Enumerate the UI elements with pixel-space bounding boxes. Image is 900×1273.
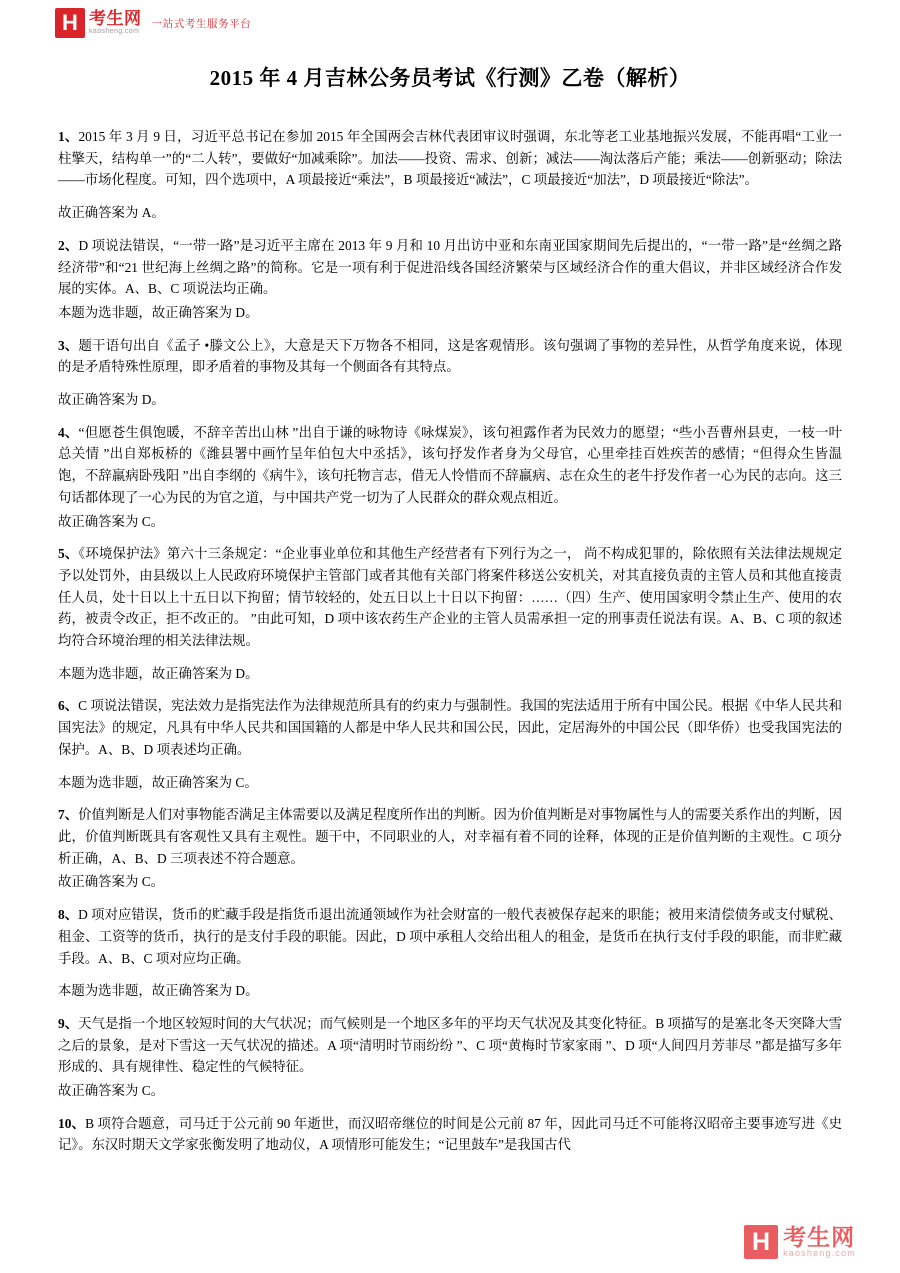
paragraph-q5-answer [58, 663, 842, 685]
paragraph-text: 故正确答案为 D。 [58, 392, 165, 408]
paragraph-q10-analysis [58, 1113, 842, 1156]
question-number: 9、 [58, 1015, 79, 1031]
site-header [0, 0, 900, 46]
paragraph-q2-analysis [58, 235, 842, 300]
question-number: 5、 [58, 546, 79, 562]
question-number: 4、 [58, 424, 79, 440]
paragraph-q3-answer [58, 389, 842, 411]
paragraph-q6-answer [58, 772, 842, 794]
paragraph-text: C 项说法错误，宪法效力是指宪法作为法律规范所具有的约束力与强制性。我国的宪法适用于所有中国公民。根据《中华人民共和国宪法》的规定，凡具有中华人民共和国国籍的人都是中华人民共和国公民，因此，定居海外的中国公民（即华侨）也受我国宪法的保护。A、B、D 项表述均正确。 [58, 698, 842, 757]
paragraph-q3-analysis [58, 335, 842, 378]
watermark-text-block [783, 1225, 856, 1259]
paragraph-q4-answer [58, 511, 842, 533]
logo-text-block [89, 10, 142, 35]
paragraph-text: 天气是指一个地区较短时间的大气状况；而气候则是一个地区多年的平均天气状况及其变化特征。B 项描写的是塞北冬天突降大雪之后的景象，是对下雪这一天气状况的描述。A 项“清明时节雨纷纷 ”、C 项“黄梅时节家家雨 ”、D 项“人间四月芳菲尽 ”都是描写多年形成的、具有规律性、稳定性的气候特征。 [58, 1015, 842, 1075]
paragraph-text: “但愿苍生俱饱暖，不辞辛苦出山林 ”出自于谦的咏物诗《咏煤炭》，该句袒露作者为民效力的愿望；“些小吾曹州县吏，一枝一叶总关情 ”出自郑板桥的《潍县署中画竹呈年伯包大中丞括》，该句抒发作者身为父母官，心里牵挂百姓疾苦的感情；“但得众生皆温饱，不辞羸病卧残阳 ”出自李纲的《病牛》，该句托物言志，借无人怜惜而不辞羸病、志在众生的老牛抒发作者一心为民的志向。这三句话都体现了一心为民的为官之道，与中国共产党一切为了人民群众的群众观点相近。 [58, 424, 842, 505]
paragraph-q1-answer [58, 202, 842, 224]
paragraph-q6-analysis [58, 695, 842, 760]
paragraph-q4-analysis [58, 422, 842, 509]
paragraph-text: 价值判断是人们对事物能否满足主体需要以及满足程度所作出的判断。因为价值判断是对事物属性与人的需要关系作出的判断，因此，价值判断既具有客观性又具有主观性。题干中，不同职业的人，对幸福有着不同的诠释，体现的正是价值判断的主观性。C 项分析正确，A、B、D 三项表述不符合题意。 [58, 807, 842, 866]
watermark-mark-icon: H [744, 1225, 778, 1259]
paragraph-text: 题干语句出自《孟子 •滕文公上》，大意是天下万物各不相同，这是客观情形。该句强调了事物的差异性，从哲学角度来说，体现的是矛盾特殊性原理，即矛盾着的事物及其每一个侧面各有其特点。 [58, 337, 842, 375]
paragraph-q1-analysis [58, 126, 842, 191]
question-number: 2、 [58, 237, 79, 253]
logo-domain: kaosheng.com [89, 28, 140, 36]
paragraph-text: 故正确答案为 C。 [58, 513, 165, 529]
paragraph-text: 本题为选非题，故正确答案为 D。 [58, 304, 259, 320]
paragraph-q2-answer [58, 302, 842, 324]
question-number: 6、 [58, 698, 79, 714]
paragraph-text: 《环境保护法》第六十三条规定：“企业事业单位和其他生产经营者有下列行为之一， 尚不构成犯罪的，除依照有关法律法规规定予以处罚外，由县级以上人民政府环境保护主管部门或者其他有关部门将案件移送公安机关，对其直接负责的主管人员和其他直接责任人员，处十日以上十五日以下拘留；情节较轻的，处五日以上十日以下拘留：……（四）生产、使用国家明令禁止生产、使用的农药，被责令改正，拒不改正的。 ”由此可知，D 项中该农药生产企业的主管人员需承担一定的刑事责任说法有误。A、B、C 项的叙述均符合环境治理的相关法律法规。 [58, 546, 842, 649]
question-number: 1、 [58, 129, 79, 144]
logo-mark-icon: H [55, 8, 85, 38]
page-title: 2015 年 4 月吉林公务员考试《行测》乙卷（解析） [209, 66, 691, 90]
paragraph-q7-analysis [58, 804, 842, 869]
question-number: 7、 [58, 807, 79, 823]
paragraph-text: D 项说法错误，“一带一路”是习近平主席在 2013 年 9 月和 10 月出访中亚和东南亚国家期间先后提出的，“一带一路”是“丝绸之路经济带”和“21 世纪海上丝绸之路”的简称。它是一项有利于促进沿线各国经济繁荣与区域经济合作的重大倡议，并非区域经济合作发展的实体。A、B、C 项说法均正确。 [58, 237, 842, 297]
site-logo[interactable] [55, 8, 900, 38]
paragraph-text: 本题为选非题，故正确答案为 D。 [58, 665, 259, 681]
paragraph-q8-answer [58, 980, 842, 1002]
watermark-logo [744, 1225, 856, 1259]
question-number: 3、 [58, 337, 79, 353]
paragraph-text: 2015 年 3 月 9 日，习近平总书记在参加 2015 年全国两会吉林代表团审议时强调，东北等老工业基地振兴发展，不能再唱“工业一柱擎天，结构单一”的“二人转”，要做好“加减乘除”。加法——投资、需求、创新；减法——淘汰落后产能；乘法——创新驱动；除法——市场化程度。可知，四个选项中，A 项最接近“乘法”，B 项最接近“减法”，C 项最接近“加法”，D 项最接近“除法”。 [58, 129, 842, 188]
paragraph-q5-analysis [58, 543, 842, 652]
logo-name: 考生网 [89, 9, 142, 29]
watermark-domain: kaosheng.com [783, 1248, 856, 1259]
paragraph-q7-answer [58, 871, 842, 893]
paragraph-text: 本题为选非题，故正确答案为 D。 [58, 983, 259, 999]
paragraph-q9-answer [58, 1080, 842, 1102]
watermark-name: 考生网 [783, 1224, 856, 1251]
paragraph-text: B 项符合题意，司马迁于公元前 90 年逝世，而汉昭帝继位的时间是公元前 87 年，因此司马迁不可能将汉昭帝主要事迹写进《史记》。东汉时期天文学家张衡发明了地动仪，A 项情形可能发生；“记里鼓车”是我国古代 [58, 1115, 842, 1153]
question-number: 10、 [58, 1115, 86, 1131]
logo-slogan: 一站式考生服务平台 [151, 17, 252, 30]
paragraph-text: 故正确答案为 A。 [58, 205, 165, 221]
paragraph-q9-analysis [58, 1013, 842, 1078]
question-number: 8、 [58, 907, 79, 923]
paragraph-text: 本题为选非题，故正确答案为 C。 [58, 774, 258, 790]
paragraph-text: 故正确答案为 C。 [58, 1083, 165, 1099]
paragraph-q8-analysis [58, 904, 842, 969]
paragraph-text: D 项对应错误，货币的贮藏手段是指货币退出流通领域作为社会财富的一般代表被保存起来的职能；被用来清偿债务或支付赋税、租金、工资等的货币，执行的是支付手段的职能。因此，D 项中承租人交给出租人的租金，是货币在执行支付手段的职能，而非贮藏手段。A、B、C 项对应均正确。 [58, 907, 842, 966]
document-body [0, 92, 900, 1156]
paragraph-text: 故正确答案为 C。 [58, 874, 165, 890]
